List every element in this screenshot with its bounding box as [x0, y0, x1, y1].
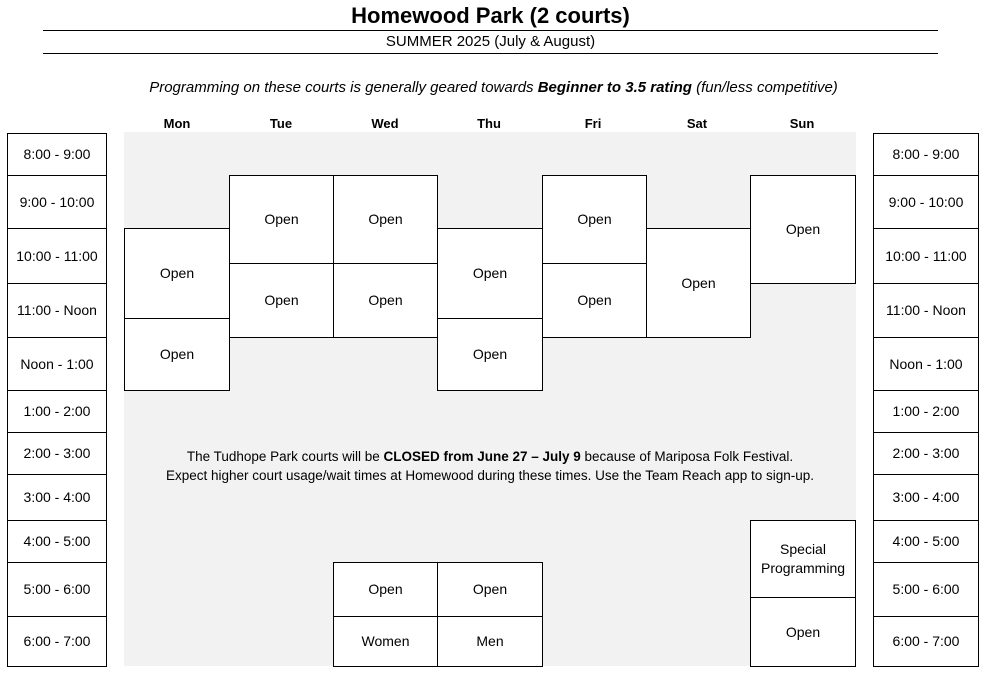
- day-header-sun: Sun: [789, 116, 815, 131]
- day-header-wed: Wed: [371, 116, 399, 131]
- time-slot-left: 6:00 - 7:00: [7, 616, 107, 667]
- closure-notice: [124, 447, 856, 487]
- session-block-tue-2: Open: [229, 263, 334, 338]
- day-header-fri: Fri: [584, 116, 602, 131]
- time-slot-right: 6:00 - 7:00: [873, 616, 979, 667]
- day-header-mon: Mon: [163, 116, 191, 131]
- time-slot-left: 11:00 - Noon: [7, 283, 107, 338]
- note-suffix: (fun/less competitive): [691, 79, 838, 96]
- closure-prefix: The Tudhope Park courts will be: [186, 449, 384, 464]
- day-header-sat: Sat: [686, 116, 708, 131]
- time-slot-left: 2:00 - 3:00: [7, 432, 107, 475]
- session-block-fri-2: Open: [542, 263, 647, 338]
- closure-dates: CLOSED from June 27 – July 9: [383, 449, 581, 464]
- session-block-mon-2: Open: [124, 318, 230, 391]
- session-block-sat-1: Open: [646, 228, 751, 338]
- time-slot-left: 1:00 - 2:00: [7, 390, 107, 433]
- session-block-sun-1: Open: [750, 175, 856, 284]
- time-slot-right: Noon - 1:00: [873, 337, 979, 391]
- time-slot-right: 4:00 - 5:00: [873, 520, 979, 563]
- session-block-tue-1: Open: [229, 175, 334, 264]
- time-slot-right: 1:00 - 2:00: [873, 390, 979, 433]
- closure-reason: because of Mariposa Folk Festival.: [580, 449, 794, 464]
- page-title: Homewood Park (2 courts): [351, 3, 630, 28]
- programming-note: [0, 77, 987, 99]
- time-slot-right: 2:00 - 3:00: [873, 432, 979, 475]
- time-slot-right: 11:00 - Noon: [873, 283, 979, 338]
- session-block-thu-2: Open: [437, 318, 543, 391]
- note-prefix: Programming on these courts is generally geared towards: [149, 79, 538, 96]
- title-divider: [43, 30, 938, 31]
- time-slot-left: 10:00 - 11:00: [7, 228, 107, 284]
- time-slot-left: Noon - 1:00: [7, 337, 107, 391]
- session-block-thu-pm-1: Open: [437, 562, 543, 617]
- time-slot-right: 5:00 - 6:00: [873, 562, 979, 617]
- session-block-fri-1: Open: [542, 175, 647, 264]
- session-block-thu-1: Open: [437, 228, 543, 319]
- subtitle-divider: [43, 53, 938, 54]
- day-header-tue: Tue: [269, 116, 293, 131]
- closure-line-2: Expect higher court usage/wait times at Homewood during these times. Use the Team Reach app to sign-up.: [165, 468, 815, 483]
- closure-line-1: [124, 447, 856, 466]
- session-block-thu-pm-2: Men: [437, 616, 543, 667]
- time-slot-right: 3:00 - 4:00: [873, 474, 979, 521]
- session-block-sun-pm-1: Special Programming: [750, 520, 856, 598]
- day-header-thu: Thu: [477, 116, 501, 131]
- time-slot-right: 9:00 - 10:00: [873, 175, 979, 229]
- session-block-wed-2: Open: [333, 263, 438, 338]
- time-slot-left: 3:00 - 4:00: [7, 474, 107, 521]
- note-rating: Beginner to 3.5 rating: [537, 79, 692, 96]
- time-slot-left: 9:00 - 10:00: [7, 175, 107, 229]
- season-subtitle: SUMMER 2025 (July & August): [385, 33, 596, 50]
- time-slot-left: 5:00 - 6:00: [7, 562, 107, 617]
- session-block-mon-1: Open: [124, 228, 230, 319]
- session-block-wed-pm-2: Women: [333, 616, 438, 667]
- time-slot-right: 10:00 - 11:00: [873, 228, 979, 284]
- session-block-sun-pm-2: Open: [750, 597, 856, 667]
- time-slot-left: 4:00 - 5:00: [7, 520, 107, 563]
- session-block-wed-pm-1: Open: [333, 562, 438, 617]
- time-slot-left: 8:00 - 9:00: [7, 133, 107, 176]
- time-slot-right: 8:00 - 9:00: [873, 133, 979, 176]
- session-block-wed-1: Open: [333, 175, 438, 264]
